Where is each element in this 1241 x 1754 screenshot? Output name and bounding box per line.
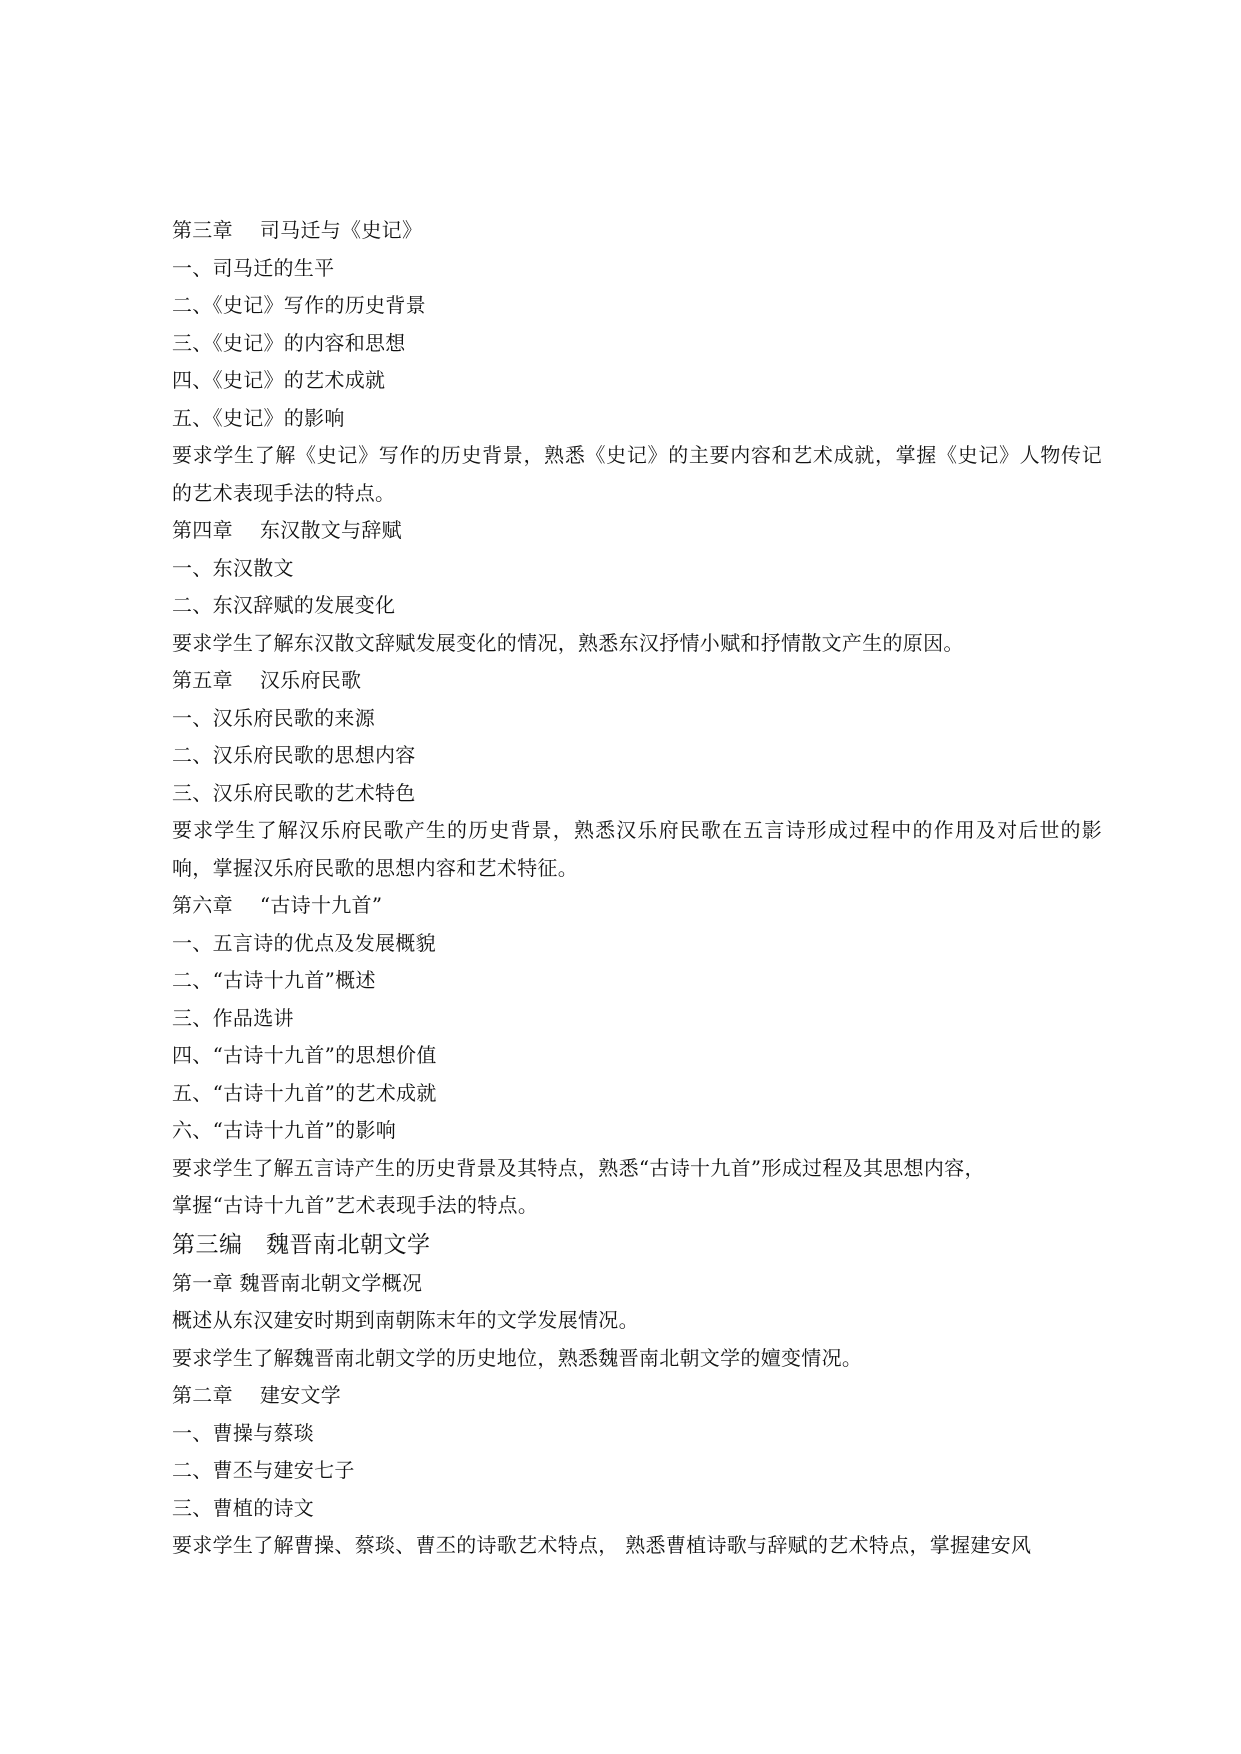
section-item: 四、“古诗十九首”的思想价值 (172, 1043, 437, 1067)
section-item: 五、“古诗十九首”的艺术成就 (172, 1080, 437, 1105)
section-item: 一、司马迁的生平 (172, 255, 335, 280)
requirement-line: 要求学生了解魏晋南北朝文学的历史地位，熟悉魏晋南北朝文学的嬗变情况。 (172, 1345, 863, 1370)
section-item: 二、《史记》写作的历史背景 (172, 293, 426, 317)
section-item: 三、曹植的诗文 (172, 1495, 315, 1520)
section-item: 一、汉乐府民歌的来源 (172, 705, 375, 730)
section-item: 一、东汉散文 (172, 555, 294, 580)
section-item: 二、“古诗十九首”概述 (172, 968, 376, 992)
section-item: 一、曹操与蔡琰 (172, 1420, 315, 1445)
requirement-paragraph: 要求学生了解汉乐府民歌产生的历史背景，熟悉汉乐府民歌在五言诗形成过程中的作用及对后世的影响，掌握汉乐府民歌的思想内容和艺术特征。 (172, 818, 1102, 880)
section-item: 五、《史记》的影响 (172, 405, 345, 430)
summary-line: 概述从东汉建安时期到南朝陈末年的文学发展情况。 (172, 1308, 639, 1332)
section-item: 一、五言诗的优点及发展概貌 (172, 930, 436, 955)
section-item: 二、曹丕与建安七子 (172, 1458, 355, 1482)
section-item: 二、东汉辞赋的发展变化 (172, 593, 396, 617)
requirement-paragraph: 要求学生了解东汉散文辞赋发展变化的情况，熟悉东汉抒情小赋和抒情散文产生的原因。 (172, 630, 964, 655)
chapter-heading: 第五章 汉乐府民歌 (172, 668, 362, 692)
section-item: 三、汉乐府民歌的艺术特色 (172, 780, 416, 805)
chapter-heading: 第三章 司马迁与《史记》 (172, 218, 423, 242)
requirement-line: 掌握“古诗十九首”艺术表现手法的特点。 (172, 1193, 539, 1217)
chapter-heading: 第一章 魏晋南北朝文学概况 (172, 1270, 423, 1295)
part-heading: 第三编 魏晋南北朝文学 (172, 1231, 431, 1258)
requirement-paragraph: 要求学生了解《史记》写作的历史背景，熟悉《史记》的主要内容和艺术成就，掌握《史记》人物传记的艺术表现手法的特点。 (172, 443, 1102, 505)
section-item: 三、作品选讲 (172, 1005, 294, 1030)
section-item: 三、《史记》的内容和思想 (172, 330, 406, 355)
section-item: 六、“古诗十九首”的影响 (172, 1118, 397, 1142)
chapter-heading: 第六章 “古诗十九首” (172, 893, 383, 917)
section-item: 四、《史记》的艺术成就 (172, 368, 386, 392)
chapter-heading: 第二章 建安文学 (172, 1383, 342, 1407)
document-body (172, 212, 1102, 1565)
section-item: 二、汉乐府民歌的思想内容 (172, 743, 416, 767)
chapter-heading: 第四章 东汉散文与辞赋 (172, 518, 402, 542)
requirement-line: 要求学生了解曹操、蔡琰、曹丕的诗歌艺术特点， 熟悉曹植诗歌与辞赋的艺术特点，掌握建安风 (172, 1533, 1032, 1557)
requirement-line: 要求学生了解五言诗产生的历史背景及其特点，熟悉“古诗十九首”形成过程及其思想内容， (172, 1155, 985, 1180)
